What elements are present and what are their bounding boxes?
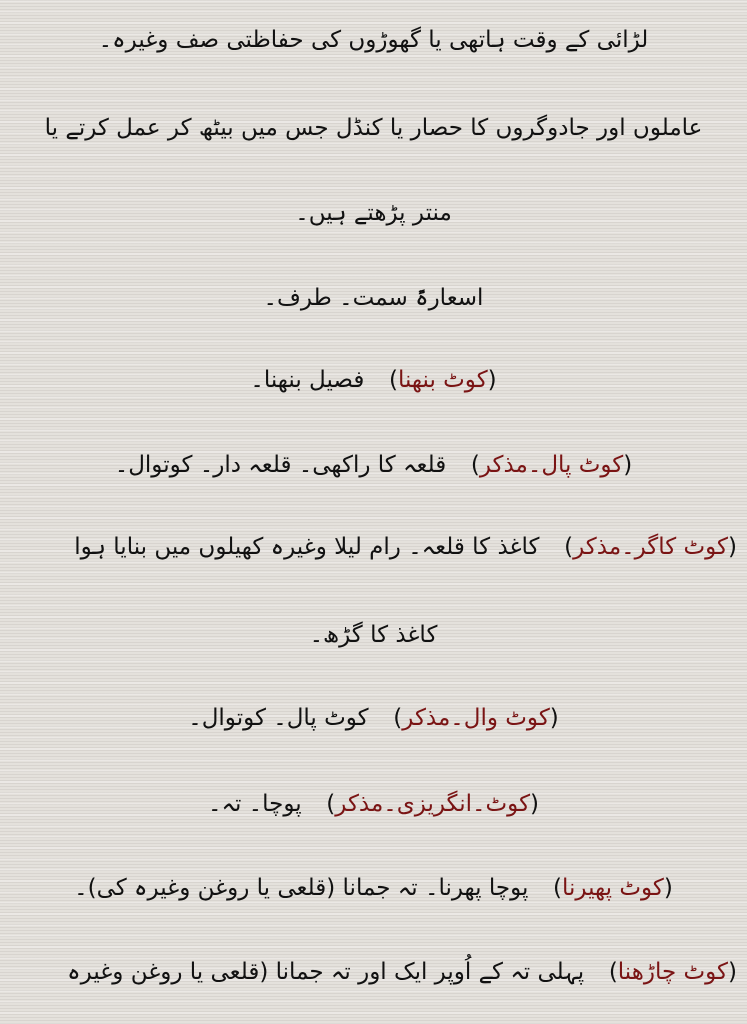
entry-text: پوچا پھرنا۔ تہ جمانا (قلعی یا روغن وغیرہ کی)۔ <box>74 875 529 901</box>
entry-headword: (کوٹ بنھنا) <box>388 367 497 393</box>
entry-line-8 <box>10 615 737 655</box>
entry-text: پوچا۔ تہ۔ <box>208 791 302 817</box>
entry-line-5 <box>10 360 737 400</box>
entry-text: اسعارۃً سمت۔ طرف۔ <box>263 285 484 311</box>
entry-line-4 <box>10 278 737 318</box>
entry-text: قلعہ کا راکھی۔ قلعہ دار۔ کوتوال۔ <box>114 452 447 478</box>
entry-headword: (کوٹ چاڑھنا) <box>608 959 737 985</box>
entry-line-1 <box>10 20 737 60</box>
entry-headword: (کوٹ وال۔مذکر) <box>393 705 559 731</box>
entry-line-12 <box>10 952 737 992</box>
entry-headword: (کوٹ۔انگریزی۔مذکر) <box>326 791 539 817</box>
entry-text: منتر پڑھتے ہیں۔ <box>295 200 452 226</box>
entry-line-3 <box>10 193 737 233</box>
entry-text: عاملوں اور جادوگروں کا حصار یا کنڈل جس میں بیٹھ کر عمل کرتے یا <box>44 115 703 141</box>
entry-headword: (کوٹ پال۔مذکر) <box>470 452 633 478</box>
entry-text: فصیل بنھنا۔ <box>250 367 365 393</box>
entry-text: لڑائی کے وقت ہاتھی یا گھوڑوں کی حفاظتی صف وغیرہ۔ <box>98 27 649 53</box>
entry-line-10 <box>10 784 737 824</box>
entry-line-7 <box>10 527 737 567</box>
entry-line-6 <box>10 445 737 485</box>
entry-line-2 <box>10 108 737 148</box>
entry-text: پہلی تہ کے اُوپر ایک اور تہ جمانا (قلعی یا روغن وغیرہ <box>67 959 585 985</box>
entry-headword: (کوٹ پھیرنا) <box>553 875 673 901</box>
entry-line-11 <box>10 868 737 908</box>
entry-headword: (کوٹ کاگر۔مذکر) <box>564 534 737 560</box>
entry-line-9 <box>10 698 737 738</box>
entry-text: کاغذ کا گڑھ۔ <box>309 622 438 648</box>
entry-text: کوٹ پال۔ کوتوال۔ <box>188 705 369 731</box>
entry-text: کاغذ کا قلعہ۔ رام لیلا وغیرہ کھیلوں میں بنایا ہوا <box>74 534 540 560</box>
